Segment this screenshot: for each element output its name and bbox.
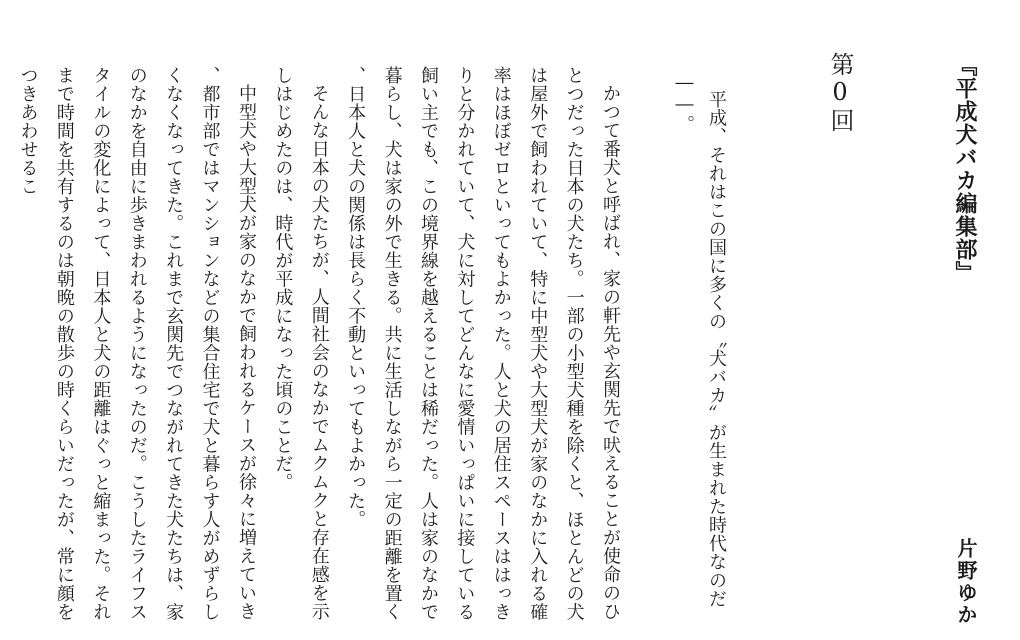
lead-text: 平成、それはこの国に多くの〝犬バカ〟が生まれた時代なのだ――。	[674, 72, 727, 608]
body-paragraph: 中型犬や大型犬が家のなかで飼われるケースが徐々に増えていき、都市部ではマンションなどの集合住宅で犬と暮らす人がめずらしくなくなってきた。これまで玄関先でつながれてきた犬たちは、家のなかを自由に歩きまわれるようになったのだ。こうしたライフスタイルの変化によって、日本人と犬の距離はぐっと縮まった。それまで時間を共有するのは朝晩の散歩の時くらいだったが、常に顔をつきあわせるこ	[17, 66, 257, 621]
lead-section	[668, 72, 732, 632]
series-title: 『平成犬バカ編集部』	[952, 54, 978, 284]
author-name: 片野ゆか	[954, 538, 978, 626]
chapter-label: 第0回	[826, 52, 854, 134]
body-paragraph: かつて番犬と呼ばれ、家の軒先や玄関先で吠えることが使命のひとつだった日本の犬たち。一部の小型犬種を除くと、ほとんどの犬は屋外で飼われていて、特に中型犬や大型犬が家のなかに入れる確率はほぼゼロといってもよかった。人と犬の居住スペースははっきりと分かれていて、犬に対してどんなに愛情いっぱいに接している飼い主でも、この境界線を越えることは稀だった。人は家のなかで暮らし、犬は家の外で生きる。共に生活しながら一定の距離を置く、日本人と犬の関係は長らく不動といってもよかった。	[345, 66, 621, 621]
article-body	[0, 66, 628, 640]
body-paragraph: そんな日本の犬たちが、人間社会のなかでムクムクと存在感を示しはじめたのは、時代が平成になった頃のことだ。	[272, 66, 330, 621]
